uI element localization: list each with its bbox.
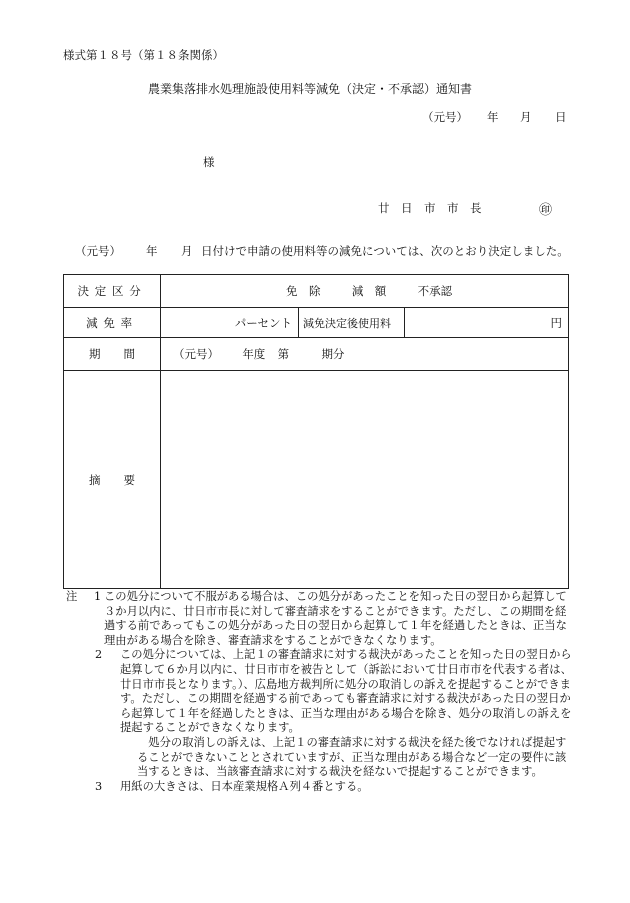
percent-unit: パーセント bbox=[234, 315, 292, 330]
note-item bbox=[66, 780, 576, 795]
rate-label: 減免率 bbox=[64, 308, 161, 338]
option-reduction: 減 額 bbox=[351, 284, 387, 298]
option-rejection: 不承認 bbox=[417, 284, 453, 298]
period-cell bbox=[161, 338, 569, 371]
remarks-cell bbox=[161, 371, 569, 589]
date-day: 日 bbox=[555, 110, 567, 124]
note-item bbox=[66, 648, 576, 779]
notes-heading: 注 bbox=[66, 590, 78, 603]
after-fee-cell bbox=[405, 308, 569, 338]
seal-mark: ㊞ bbox=[539, 203, 553, 218]
intro-era: （元号） bbox=[75, 244, 121, 258]
issuer-name: 廿 日 市 市 長 bbox=[378, 201, 482, 215]
after-fee-label: 減免決定後使用料 bbox=[299, 308, 405, 338]
note-number: 1 bbox=[94, 590, 102, 603]
intro-month: 月 bbox=[181, 244, 193, 258]
period-era: （元号） bbox=[173, 347, 219, 361]
notes-section bbox=[66, 590, 576, 794]
note-text: この処分について不服がある場合は、この処分があったことを知った日の翌日から起算して３か月以内に、廿日市市長に対して審査請求をすることができます。ただし、この期間を経過する前であってもこの処分があった日の翌日から起算して１年を経過したときは、正当な理由がある場合を除き、審査請求をすることができなくなります。 bbox=[104, 590, 567, 647]
decision-label: 決定区分 bbox=[64, 275, 161, 308]
period-year: 年度 bbox=[242, 347, 266, 361]
intro-text: 日付けで申請の使用料等の減免については、次のとおり決定しました。 bbox=[201, 244, 569, 258]
option-exemption: 免 除 bbox=[286, 284, 321, 298]
period-no: 第 bbox=[277, 347, 290, 361]
period-suffix: 期分 bbox=[321, 347, 345, 361]
document-title: 農業集落排水処理施設使用料等減免（決定・不承認）通知書 bbox=[148, 82, 473, 96]
note-extra-paragraph: 処分の取消しの訴えは、上記１の審査請求に対する裁決を経た後でなければ提起することができないこととされていますが、正当な理由がある場合など一定の要件に該当するときは、当該審査請求に対する裁決を経ないで提起することができます。 bbox=[137, 735, 567, 779]
intro-year: 年 bbox=[146, 244, 158, 258]
date-era: （元号） bbox=[422, 110, 468, 124]
decision-options bbox=[161, 275, 569, 308]
note-text: 用紙の大きさは、日本産業規格Ａ列４番とする。 bbox=[120, 779, 369, 793]
note-number: 2 bbox=[95, 648, 103, 662]
note-item bbox=[66, 590, 576, 648]
remarks-label: 摘 要 bbox=[64, 371, 161, 589]
rate-cell bbox=[161, 308, 299, 338]
form-number: 様式第１８号（第１８条関係） bbox=[63, 48, 224, 62]
note-number: 3 bbox=[95, 779, 103, 793]
addressee-suffix: 様 bbox=[203, 155, 215, 169]
note-text: この処分については、上記１の審査請求に対する裁決があったことを知った日の翌日から起算して６か月以内に、廿日市市を被告として（訴訟において廿日市市を代表する者は、廿日市市長となります。）、広島地方裁判所に処分の取消しの訴えを提起することができます。ただし、この期間を経過する前であっても審査請求に対する裁決があった日の翌日から起算して１年を経過したときは、正当な理由がある場合を除き、処分の取消しの訴えを提起することができなくなります。 bbox=[120, 648, 572, 735]
date-year: 年 bbox=[487, 110, 499, 124]
yen-unit: 円 bbox=[550, 315, 562, 330]
date-month: 月 bbox=[520, 110, 532, 124]
decision-table bbox=[63, 274, 569, 589]
period-label: 期 間 bbox=[64, 338, 161, 371]
